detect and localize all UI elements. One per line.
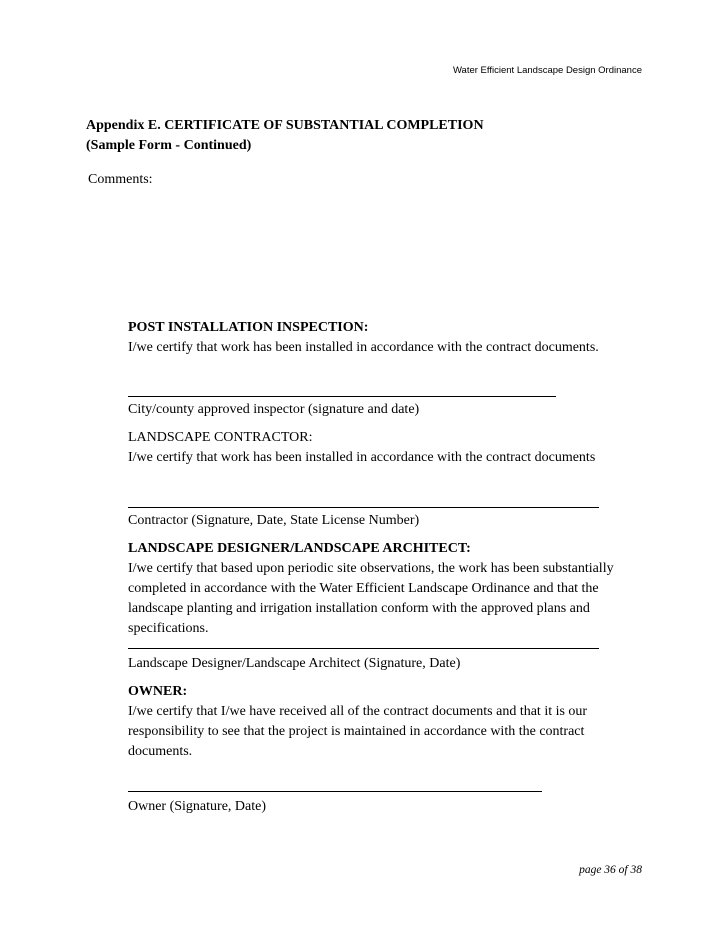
title-line-1: Appendix E. CERTIFICATE OF SUBSTANTIAL COMPLETION [86,118,484,133]
comments-label: Comments: [88,172,153,187]
owner-section [128,682,638,762]
designer-section [128,539,638,639]
owner-signature-label: Owner (Signature, Date) [128,799,267,814]
designer-signature-label: Landscape Designer/Landscape Architect (Signature, Date) [128,656,461,671]
contractor-signature-label: Contractor (Signature, Date, State License Number) [128,513,420,528]
owner-heading: OWNER: [128,684,188,699]
contractor-signature-line[interactable] [128,507,599,508]
post-installation-text: I/we certify that work has been installed in accordance with the contract documents. [128,340,599,355]
contractor-heading: LANDSCAPE CONTRACTOR: [128,430,313,445]
inspector-signature-line[interactable] [128,396,556,397]
owner-signature-line[interactable] [128,791,542,792]
inspector-signature-label: City/county approved inspector (signature and date) [128,402,420,417]
owner-text: I/we certify that I/we have received all of the contract documents and that it is our responsibility to see that the project is maintained in accordance with the contract documents. [128,704,588,759]
contractor-text: I/we certify that work has been installed in accordance with the contract documents [128,450,596,465]
post-installation-heading: POST INSTALLATION INSPECTION: [128,320,369,335]
designer-signature-line[interactable] [128,648,599,649]
post-installation-section [128,318,638,358]
title-line-2: (Sample Form - Continued) [86,138,252,153]
designer-heading: LANDSCAPE DESIGNER/LANDSCAPE ARCHITECT: [128,541,471,556]
page-number: page 36 of 38 [579,864,642,876]
contractor-section [128,428,638,468]
document-title [86,116,484,156]
page-header: Water Efficient Landscape Design Ordinance [452,65,642,76]
designer-text: I/we certify that based upon periodic site observations, the work has been substantially completed in accordance with the Water Efficient Landscape Ordinance and that the landscape planting and irrigation installation conform with the approved plans and specifications. [128,561,614,636]
